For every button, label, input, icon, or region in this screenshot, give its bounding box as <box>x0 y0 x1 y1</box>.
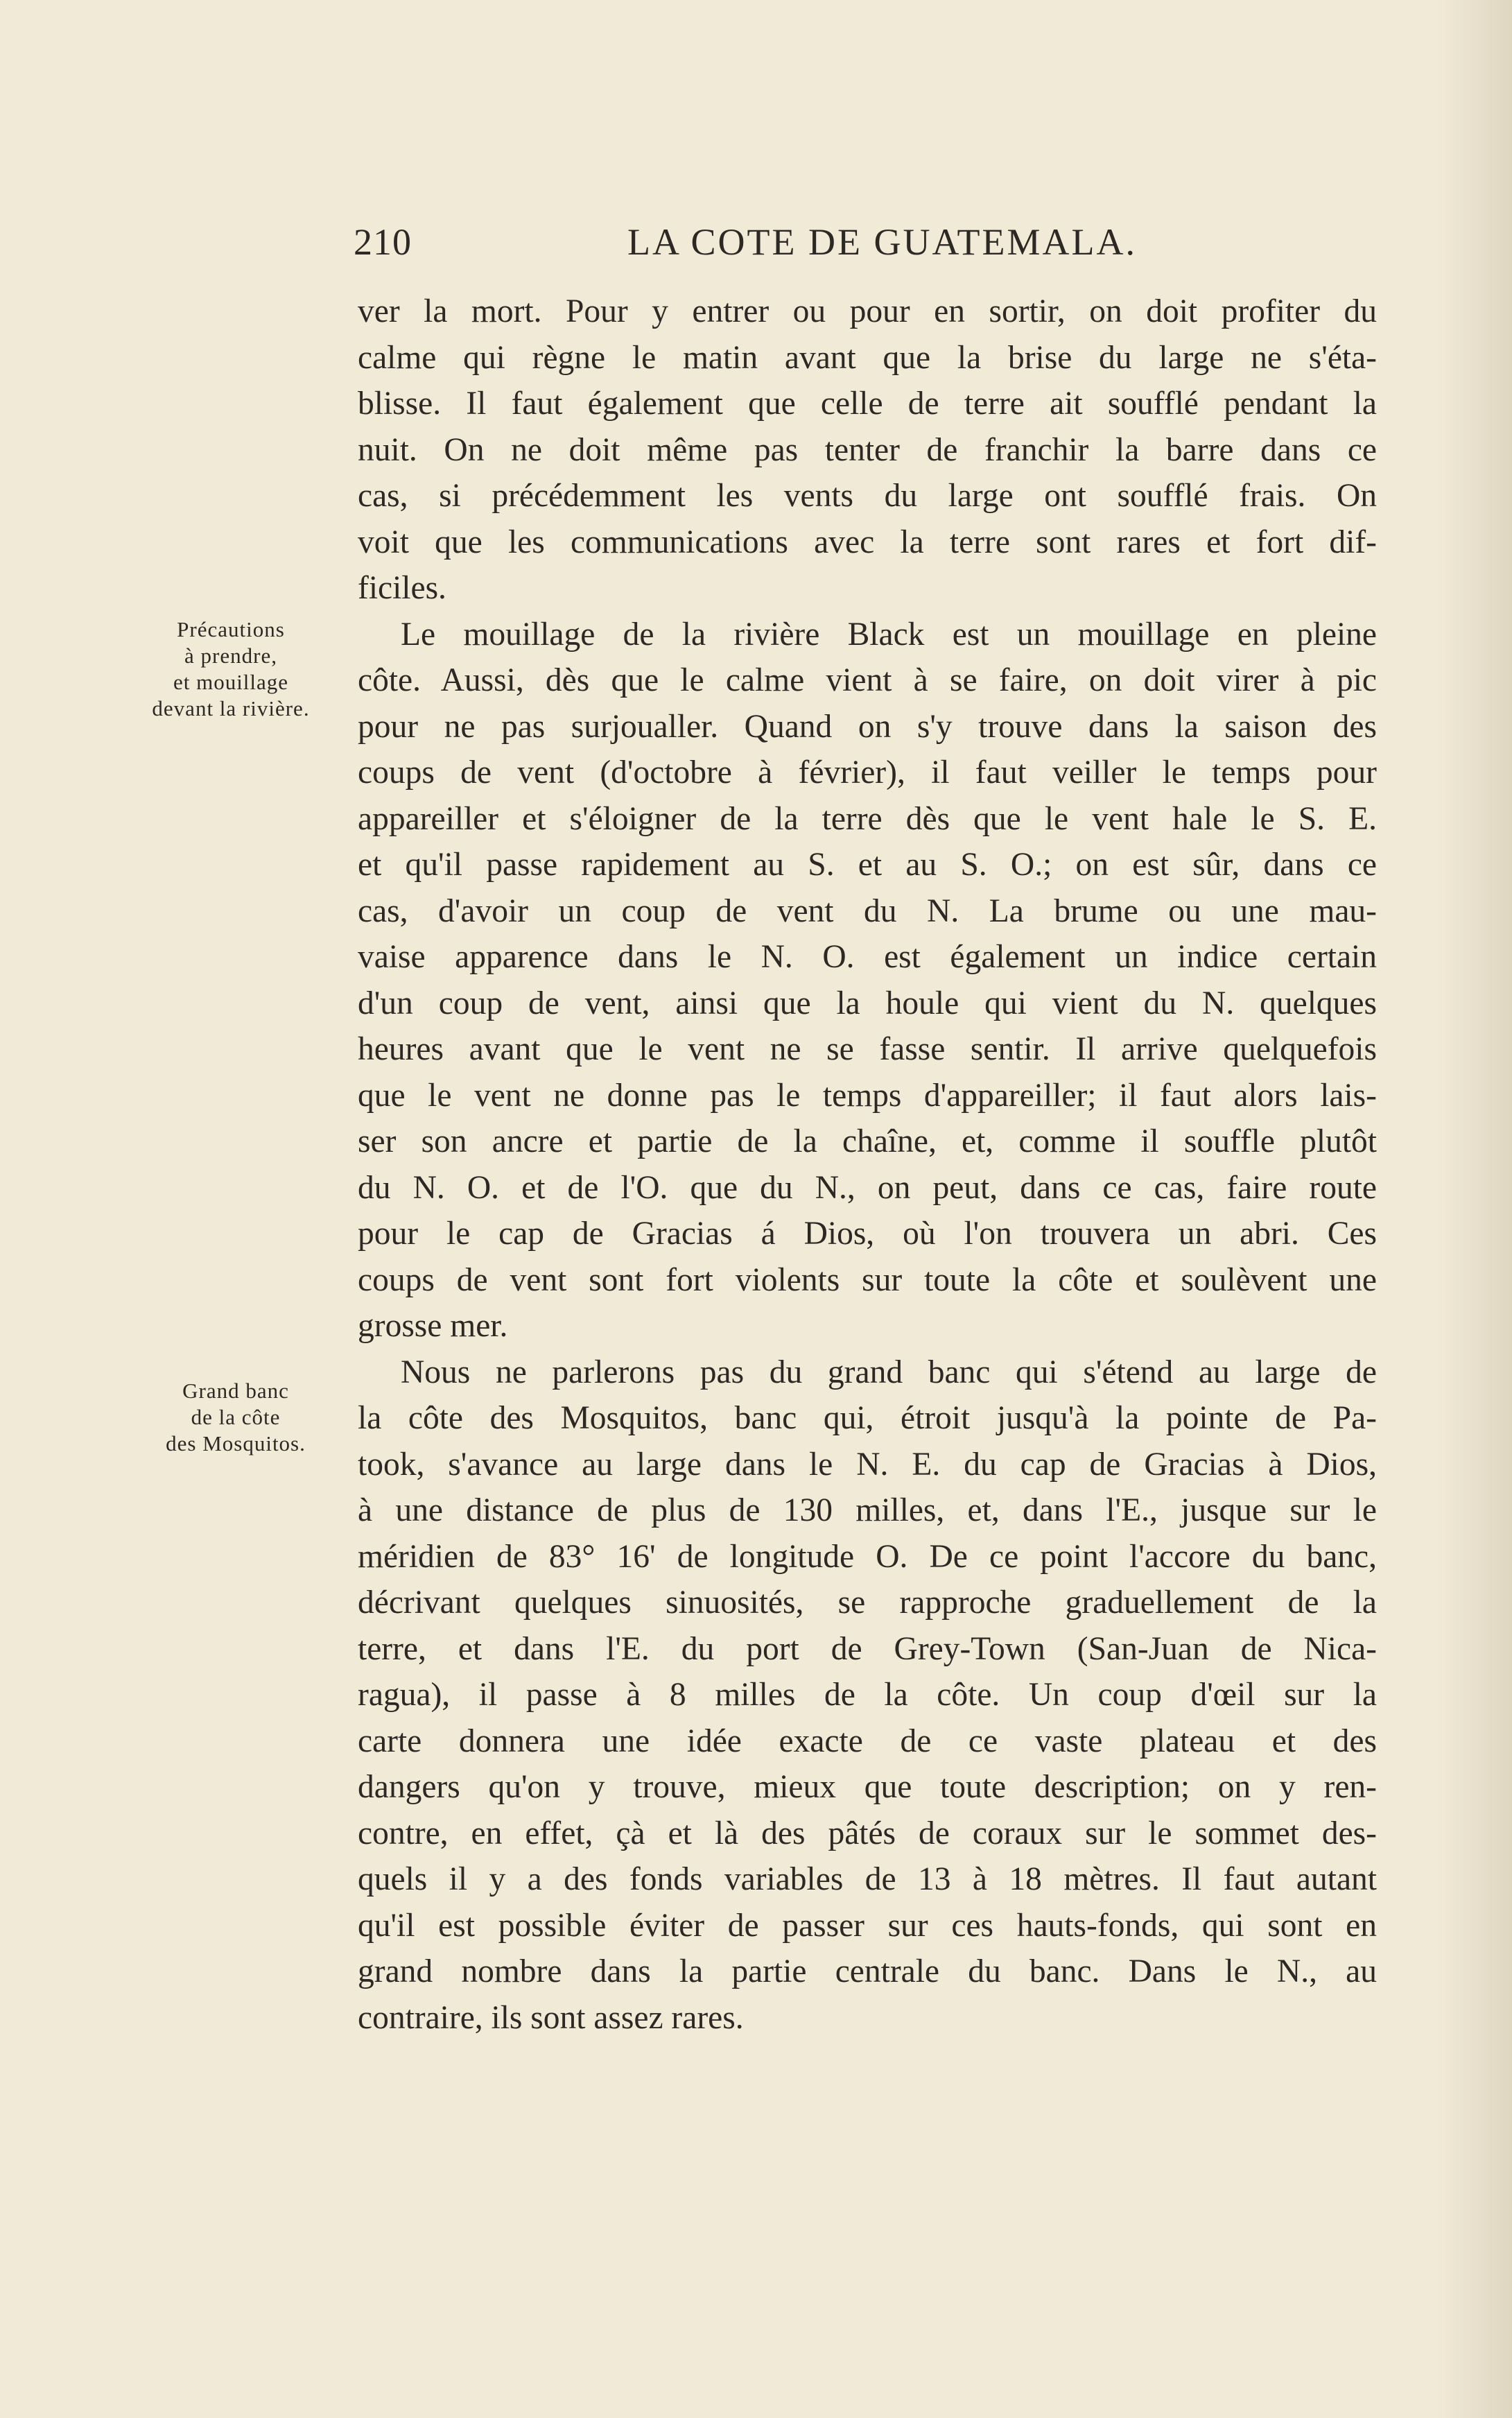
text-line: qu'il est possible éviter de passer sur ces hauts-fonds, qui sont en <box>358 1907 1377 1944</box>
text-line: calme qui règne le matin avant que la brise du large ne s'éta- <box>358 339 1377 376</box>
text-line: carte donnera une idée exacte de ce vaste plateau et des <box>358 1722 1377 1759</box>
text-line: took, s'avance au large dans le N. E. du cap de Gracias à Dios, <box>358 1446 1377 1483</box>
text-line: et qu'il passe rapidement au S. et au S. O.; on est sûr, dans ce <box>358 847 1377 883</box>
text-line: d'un coup de vent, ainsi que la houle qui vient du N. quelques <box>358 985 1377 1021</box>
text-line: cas, si précédemment les vents du large ont soufflé frais. On <box>358 478 1377 514</box>
margin-note-line: à prendre, <box>184 644 277 668</box>
margin-note-line: de la côte <box>191 1405 281 1429</box>
text-line: pour le cap de Gracias á Dios, où l'on trouvera un abri. Ces <box>358 1216 1377 1252</box>
margin-note-line: et mouillage <box>173 670 289 694</box>
text-line: Le mouillage de la rivière Black est un mouillage en pleine <box>401 616 1377 653</box>
text-line: appareiller et s'éloigner de la terre dès que le vent hale le S. E. <box>358 800 1377 837</box>
text-line: la côte des Mosquitos, banc qui, étroit jusqu'à la pointe de Pa- <box>358 1400 1377 1436</box>
text-line: ficiles. <box>358 570 446 606</box>
text-line: que le vent ne donne pas le temps d'appareiller; il faut alors lais- <box>358 1077 1377 1114</box>
page-number: 210 <box>354 221 412 263</box>
text-line: cas, d'avoir un coup de vent du N. La brume ou une mau- <box>358 892 1377 929</box>
paragraph-2 <box>358 612 1377 1349</box>
text-line: ser son ancre et partie de la chaîne, et, comme il souffle plutôt <box>358 1123 1377 1159</box>
text-line: quels il y a des fonds variables de 13 à 18 mètres. Il faut autant <box>358 1861 1377 1897</box>
text-line: terre, et dans l'E. du port de Grey-Town (San-Juan de Nica- <box>358 1630 1377 1667</box>
page-header <box>354 221 1376 276</box>
text-line: ver la mort. Pour y entrer ou pour en sortir, on doit profiter du <box>358 293 1377 329</box>
text-line: côte. Aussi, dès que le calme vient à se faire, on doit virer à pic <box>358 662 1377 698</box>
text-line: contre, en effet, çà et là des pâtés de coraux sur le sommet des- <box>358 1815 1377 1851</box>
margin-note-grand-banc <box>132 1378 340 1457</box>
text-line: nuit. On ne doit même pas tenter de franchir la barre dans ce <box>358 431 1377 468</box>
text-line: grosse mer. <box>358 1308 508 1344</box>
text-line: du N. O. et de l'O. que du N., on peut, dans ce cas, faire route <box>358 1169 1377 1206</box>
text-line: à une distance de plus de 130 milles, et, dans l'E., jusque sur le <box>358 1492 1377 1528</box>
margin-note-line: devant la rivière. <box>152 696 310 720</box>
text-line: coups de vent sont fort violents sur toute la côte et soulèvent une <box>358 1261 1377 1298</box>
text-line: ragua), il passe à 8 milles de la côte. Un coup d'œil sur la <box>358 1677 1377 1713</box>
text-line: méridien de 83° 16' de longitude O. De ce point l'accore du banc, <box>358 1538 1377 1575</box>
body-text <box>358 288 1377 2041</box>
margin-note-line: des Mosquitos. <box>166 1431 306 1456</box>
paragraph-1 <box>358 288 1377 612</box>
text-line: pour ne pas surjoualler. Quand on s'y trouve dans la saison des <box>358 708 1377 745</box>
text-line: Nous ne parlerons pas du grand banc qui s'étend au large de <box>401 1354 1377 1390</box>
text-line: voit que les communications avec la terre sont rares et fort dif- <box>358 524 1377 560</box>
margin-note-precautions <box>127 616 335 722</box>
paragraph-3 <box>358 1349 1377 2041</box>
margin-note-line: Grand banc <box>182 1379 289 1403</box>
text-line: décrivant quelques sinuosités, se rapproche graduellement de la <box>358 1584 1377 1621</box>
text-line: dangers qu'on y trouve, mieux que toute description; on y ren- <box>358 1769 1377 1805</box>
text-line: grand nombre dans la partie centrale du banc. Dans le N., au <box>358 1953 1377 1989</box>
text-line: contraire, ils sont assez rares. <box>358 1999 744 2036</box>
text-line: heures avant que le vent ne se fasse sentir. Il arrive quelquefois <box>358 1031 1377 1067</box>
text-line: coups de vent (d'octobre à février), il faut veiller le temps pour <box>358 754 1377 791</box>
text-line: blisse. Il faut également que celle de terre ait soufflé pendant la <box>358 386 1377 422</box>
running-title: LA COTE DE GUATEMALA. <box>627 221 1137 263</box>
margin-note-line: Précautions <box>177 617 285 641</box>
page-edge-shadow <box>1436 0 1512 2418</box>
text-line: vaise apparence dans le N. O. est également un indice certain <box>358 939 1377 975</box>
